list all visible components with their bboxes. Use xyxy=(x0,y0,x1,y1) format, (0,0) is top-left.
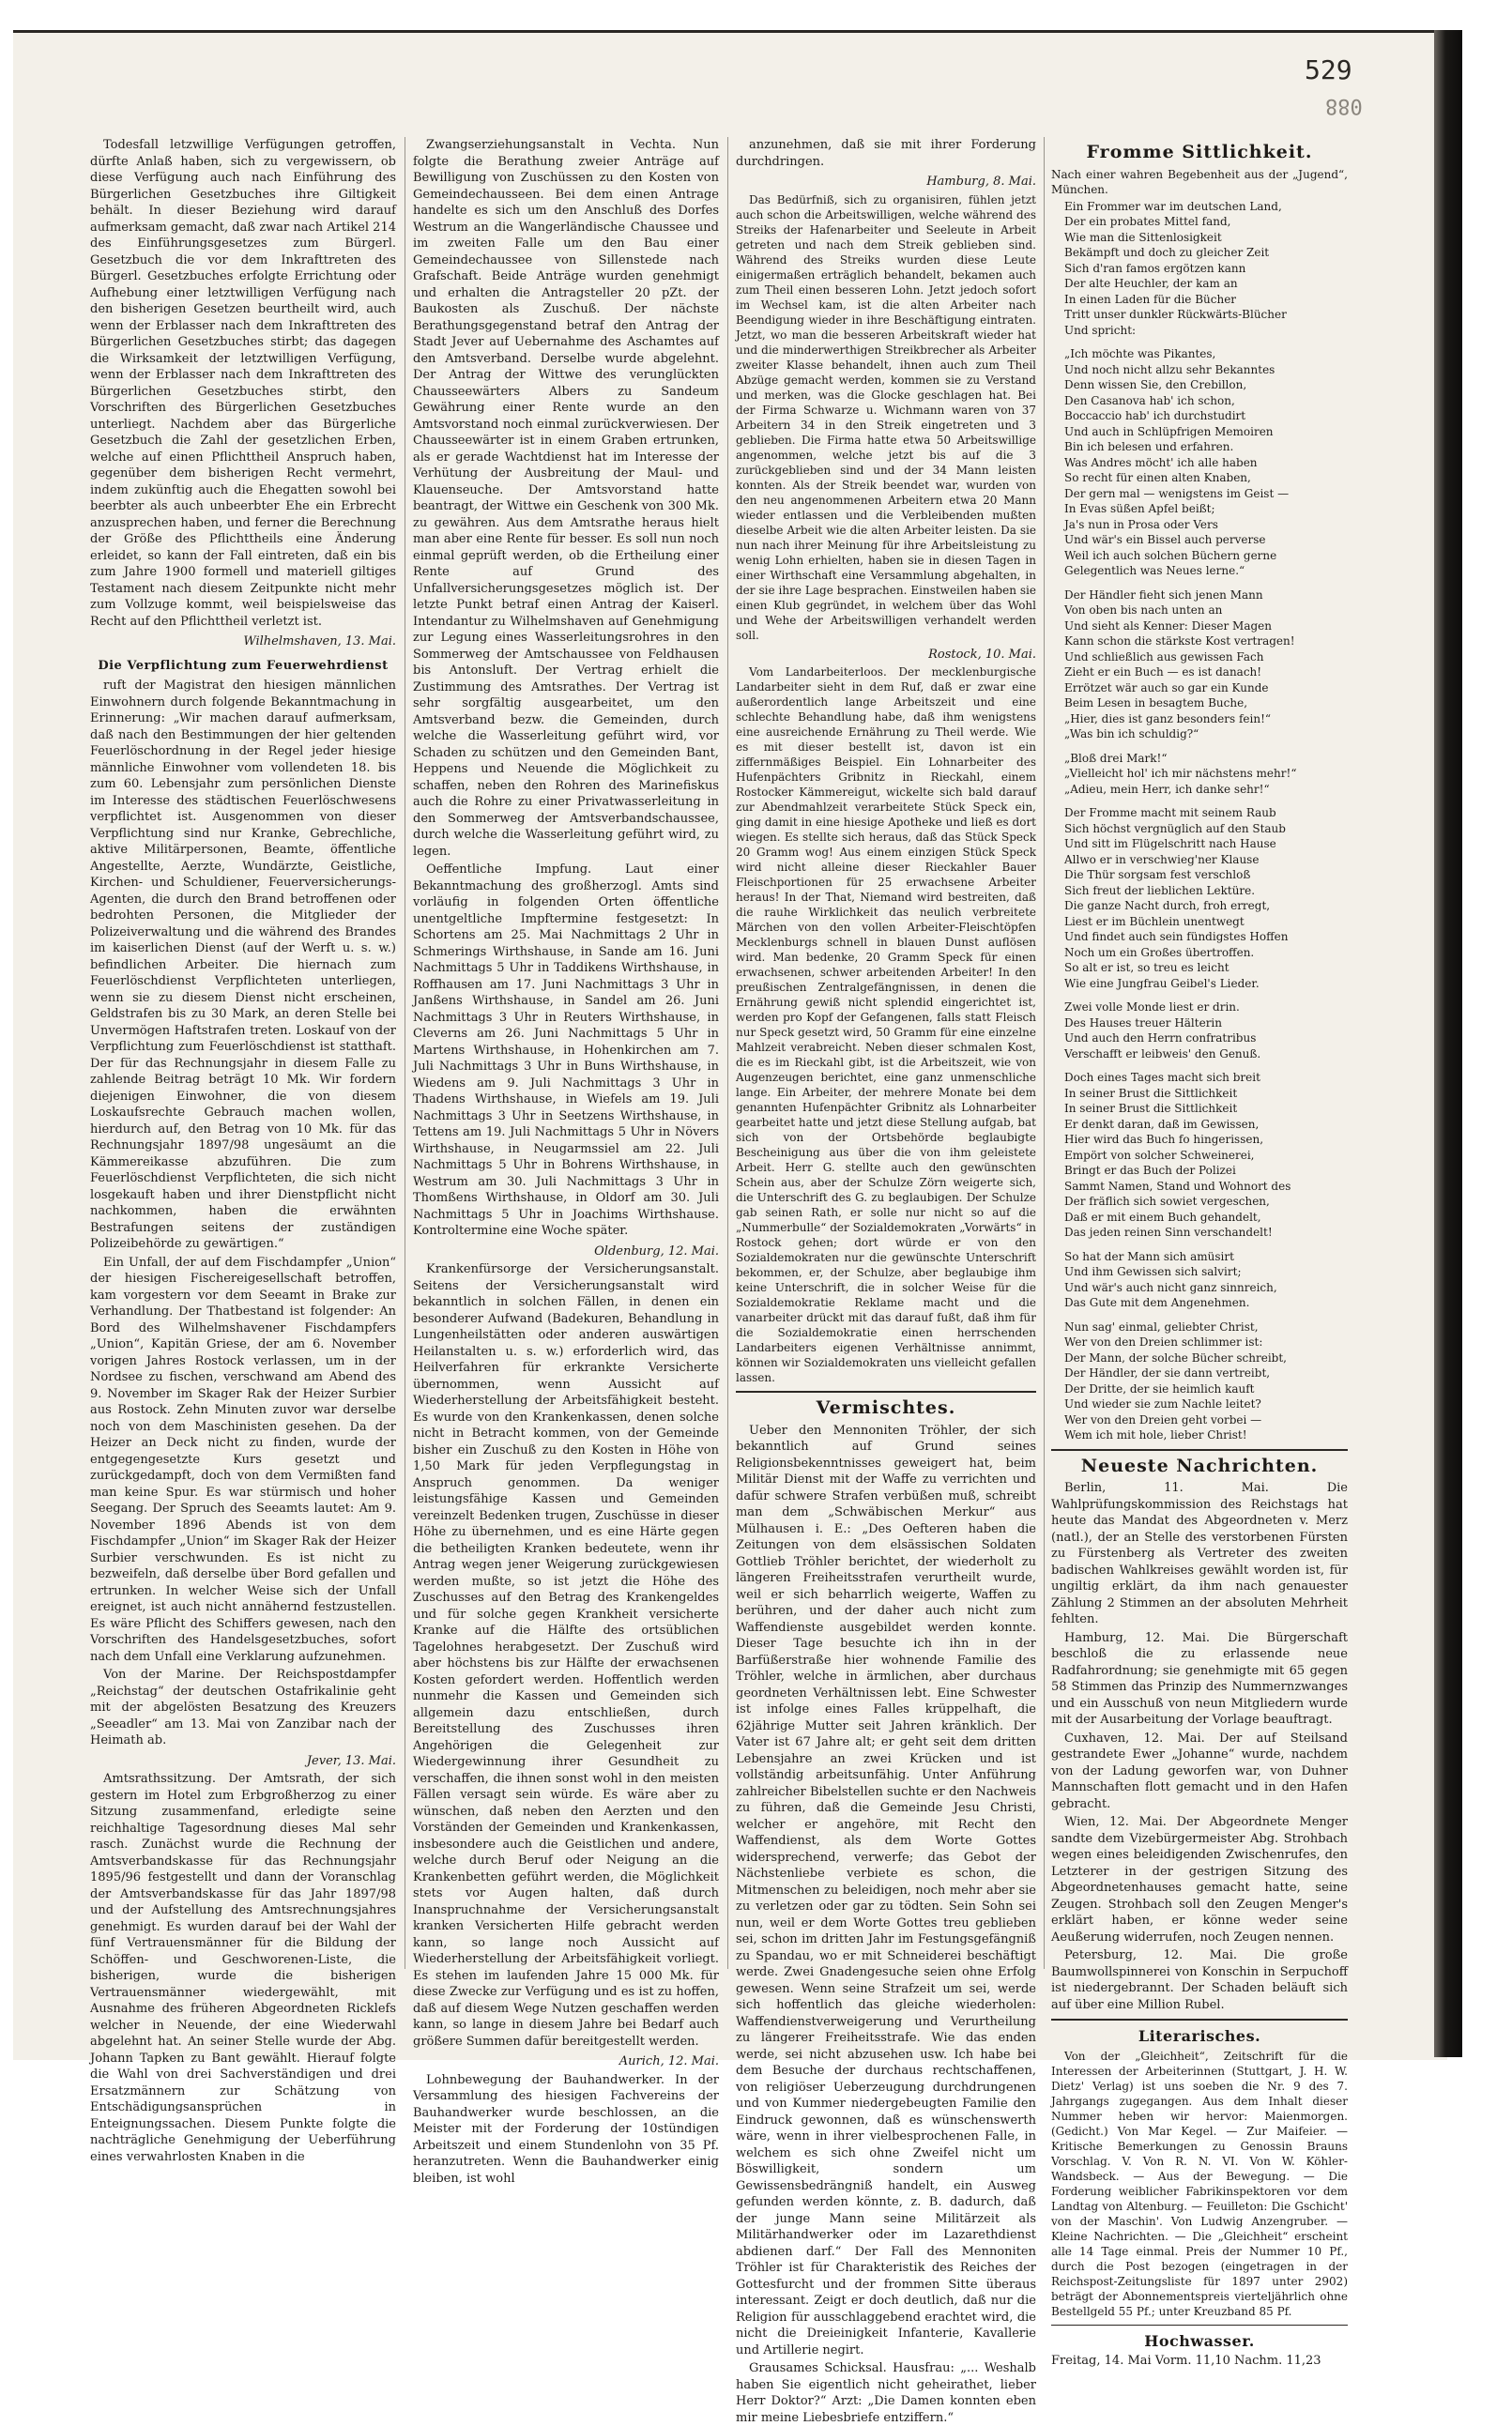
poem-line: So hat der Mann sich amüsirt xyxy=(1064,1249,1234,1263)
poem-line: Und noch nicht allzu sehr Bekanntes xyxy=(1064,362,1275,376)
section-rule xyxy=(1051,2019,1348,2021)
article-paragraph: Ueber den Mennoniten Tröhler, der sich bekanntlich auf Grund seines Religionsbekenntnisses geweigert hat, beim Militär Dienst mit der Waffe zu verrichten und dafür schwere Strafen verbüßen muß, schreibt man dem „Schwäbischen Merkur“ aus Mülhausen i. E.: „Des Oefteren haben die Zeitungen von dem elsässischen Soldaten Gottlieb Tröhler berichtet, der wiederholt zu längeren Freiheitsstrafen verurtheilt wurde, weil er sich beharrlich weigerte, Waffen zu berühren, und der daher auch nicht zum Waffendienste ausgebildet werden konnte. Dieser Tage besuchte ich ihn in der Barfüßerstraße hier wohnende Familie des Tröhler, welche in ärmlichen, aber durchaus geordneten Verhältnissen lebt. Eine Schwester ist infolge eines Falles krüppelhaft, die 62jährige Mutter seit Jahren kränklich. Der Vater ist 67 Jahre alt; er geht seit dem dritten Lebensjahre an zwei Krücken und ist vollständig arbeitsunfähig. Unter Anführung zahlreicher Bibelstellen suchte er den Nachweis zu führen, daß die Gemeinde Jesu Christi, welcher er angehöre, mit Recht den Waffendienst, als dem Worte Gottes widersprechend, verwerfe; das Gebot der Nächstenliebe verbiete es schon, die Mitmenschen zu beleidigen, noch mehr aber sie zu verletzen oder gar zu tödten. Sein Sohn sei nun, weil er dem Worte Gottes treu geblieben sei, schon im dritten Jahr im Festungsgefängniß zu Spandau, wo er mit Schneiderei beschäftigt werde. Zwei Gnadengesuche seien ohne Erfolg gewesen. Wenn seine Strafzeit um sei, werde sich hoffentlich das gleiche wiederholen: Waffendienstverweigerung und Verurtheilung zu längerer Freiheitsstrafe. Wie das enden werde, sei nicht abzusehen usw. Ich habe bei dem Besuche der durchaus rechtschaffenen, von religiöser Ueberzeugung durchdrungenen und von Kummer niedergebeugten Familie den Eindruck gewonnen, daß es wünschenswerth wäre, wenn in ihrer vielbesprochenen Falle, in welchem es sich ohne Zweifel nicht um Böswilligkeit, sondern um Gewissensbedrängniß handelt, ein Ausweg gefunden werden könnte, z. B. dadurch, daß der junge Mann seine Militärzeit als Militärhandwerker oder im Lazarethdienst abdienen darf.“ Der Fall des Mennoniten Tröhler ist für Charakteristik des Reiches der Gottesfurcht und der frommen Sitte überaus interessant. Zeigt er doch deutlich, daß nur die Religion für ausschlaggebend erachtet wird, die nicht die Dreieinigkeit Infanterie, Kavallerie und Artillerie negirt. xyxy=(736,1423,1036,2357)
section-rule xyxy=(1051,2325,1348,2326)
column-rule xyxy=(727,137,728,1969)
poem-line: Und auch den Herrn confratribus xyxy=(1064,1031,1257,1045)
poem-intro: Nach einer wahren Begebenheit aus der „Jugend“, München. xyxy=(1051,167,1348,196)
poem-line: Daß er mit einem Buch gehandelt, xyxy=(1064,1210,1261,1224)
poem-line: Bin ich belesen und erfahren. xyxy=(1064,440,1234,453)
article-paragraph: Das Bedürfniß, sich zu organisiren, fühlen jetzt auch schon die Arbeitswilligen, welche während des Streiks der Hafenarbeiter und Seeleute in Arbeit getreten und nach dem Streik geblieben sind. Während des Streiks wurden diese Leute einigermaßen erträglich behandelt, bekamen auch zum Theil einen besseren Lohn. Jetzt jedoch sofort im Wechsel kam, ist die alten Arbeiter nach Beendigung wieder in ihre Beschäftigung eintraten. Jetzt, wo man die besseren Arbeitskraft wieder hat und die minderwerthigen Streikbrecher als Arbeiter zweiter Klasse behandelt, ihnen auch zum Theil Abzüge gemacht werden, kommen sie zu Verstand und merken, was die Glocke geschlagen hat. Bei der Firma Schwarze u. Wichmann waren von 37 Arbeitern 34 in den Streik eingetreten und 3 geblieben. Die Firma hatte etwa 50 Arbeitswillige angenommen, welche jetzt bis auf die 3 zurückgeblieben sind und der 34 Mann leisten konnten. Als der Streik beendet war, wurden von den neu angenommenen Arbeitern etwa 20 Mann wieder entlassen und die Verbleibenden mußten dieselbe Arbeit wie die alten Arbeiter leisten. Da sie nun nach ihrer Meinung für ihre Arbeitsleistung zu wenig Lohn erhielten, haben sie in diesen Tagen in einer Wirthschaft eine Versammlung abgehalten, in der sie ihre Lage besprachen. Einstweilen haben sie einen Klub gegründet, in welchem über das Wohl und Wehe der Arbeitswilligen verhandelt werden soll. xyxy=(736,192,1036,642)
poem-line: Und wieder sie zum Nachle leitet? xyxy=(1064,1397,1261,1411)
poem-line: Allwo er in verschwieg'ner Klause xyxy=(1064,852,1260,866)
poem-line: Das jeden reinen Sinn verschandelt! xyxy=(1064,1226,1273,1239)
poem-line: Nun sag' einmal, geliebter Christ, xyxy=(1064,1320,1259,1334)
poem-line: Der alte Heuchler, der kam an xyxy=(1064,277,1238,290)
article-paragraph: Krankenfürsorge der Versicherungsanstalt. Seitens der Versicherungsanstalt wird bekanntlich in solchen Fällen, in denen ein besonderer Aufwand (Badekuren, Behandlung in Lungenheilstätten oder anderen auswärtigen Heilanstalten u. s. w.) erforderlich wird, das Heilverfahren für erkrankte Versicherte übernommen, wenn Aussicht auf Wiederherstellung der Arbeitsfähigkeit besteht. Es wurde von den Krankenkassen, denen solche nicht in Betracht kommen, von der Gemeinde bisher ein Zuschuß zu den Kosten in Höhe von 1,50 Mark für jeden Verpflegungstag in Anspruch genommen. Da weniger leistungsfähige Kassen und Gemeinden vereinzelt Bedenken trugen, Zuschüsse in dieser Höhe zu übernehmen, und es eine Härte gegen die betheiligten Kranken bedeutete, wenn ihr Antrag wegen jener Weigerung zurückgewiesen werden mußte, so ist jetzt die Höhe des Zuschusses auf den Betrag des Krankengeldes und für solche gegen Krankheit versicherte Kranke auf die Hälfte des ortsüblichen Tagelohnes herabgesetzt. Der Zuschuß wird aber höchstens bis zur Hälfte der erwachsenen Kosten gefordert werden. Hoffentlich werden nunmehr die Kassen und Gemeinden sich allgemein dazu entschließen, durch Bereitstellung des Zuschusses ihren Angehörigen die Gelegenheit zur Wiedergewinnung ihrer Gesundheit zu verschaffen, die ihnen sonst wohl in den meisten Fällen versagt sein würde. Es wäre aber zu wünschen, daß neben den Aerzten und den Vorständen der Gemeinden und Krankenkassen, insbesondere auch die Geistlichen und andere, welche durch Beruf oder Neigung an die Krankenbetten geführt werden, die Möglichkeit stets vor Augen halten, daß durch Inanspruchnahme der Versicherungsanstalt kranken Versicherten Hilfe gebracht werden kann, so lange noch Aussicht auf Wiederherstellung der Arbeitsfähigkeit vorliegt. Es stehen im laufenden Jahre 15 000 Mk. für diese Zwecke zur Verfügung und es ist zu hoffen, daß auf diesem Wege Nutzen geschaffen werden kann, so lange in diesem Jahre bei Bedarf auch größere Summen dafür bereitgestellt werden. xyxy=(413,1262,719,2049)
article-paragraph: Amtsrathssitzung. Der Amtsrath, der sich gestern im Hotel zum Erbgroßherzog zu einer Sitzung zusammenfand, erledigte seine reichhaltige Tagesordnung dieses Mal sehr rasch. Zunächst wurde die Rechnung der Amtsverbandskasse für das Rechnungsjahr 1895/96 festgestellt und dann der Voranschlag der Amtsverbandskasse für das Jahr 1897/98 und der Aufstellung des Amtsrechnungsjahres genehmigt. Es wurden darauf bei der Wahl der fünf Vertrauensmänner für die Bildung der Schöffen- und Geschworenen-Liste, die bisherigen, wurde die bisherigen Vertrauensmänner wiedergewählt, mit Ausnahme des früheren Abgeordneten Ricklefs welcher in Neuende, der eine Wiederwahl abgelehnt hat. An seiner Stelle wurde der Abg. Johann Tapken zu Bant gewählt. Hierauf folgte die Wahl von drei Sachverständigen und drei Ersatzmännern zur Schätzung von Entschädigungsansprüchen in Enteignungssachen. Diesem Punkte folgte die nachträgliche Genehmigung der Ueberführung eines verwahrlosten Knaben in die xyxy=(90,1772,396,2164)
dateline: Rostock, 10. Mai. xyxy=(928,647,1036,662)
section-heading: Hochwasser. xyxy=(1144,2331,1255,2350)
poem-line: So alt er ist, so treu es leicht xyxy=(1064,961,1229,974)
poem-line: Und findet auch sein fündigstes Hoffen xyxy=(1064,930,1289,943)
dateline: Jever, 13. Mai. xyxy=(306,1753,396,1768)
poem-line: Ein Frommer war im deutschen Land, xyxy=(1064,199,1282,213)
column-rule xyxy=(1044,137,1045,1969)
stanza-break xyxy=(1064,797,1348,805)
poem-line: Empört von solcher Schweinerei, xyxy=(1064,1148,1255,1162)
poem-line: Der fräflich sich sowiet vergeschen, xyxy=(1064,1195,1270,1208)
article-paragraph: Todesfall letzwillige Verfügungen getroffen, dürfte Anlaß haben, sich zu vergewissern, ob diese Verfügung auch nach Einführung des Bürgerlichen Gesetzbuches ihre Giltigkeit behält. In dieser Beziehung wird darauf aufmerksam gemacht, daß zwar nach Artikel 214 des Einführungsgesetzes zum Bürgerl. Gesetzbuch die vor dem Inkrafttreten des Bürgerl. Gesetzbuches erfolgte Errichtung oder Aufhebung einer letztwilligen Verfügung nach den bisherigen Gesetzen beurtheilt wird, auch wenn der Erblasser nach dem Inkrafttreten des Bürgerlichen Gesetzbuches stirbt; das dagegen die Wirksamkeit der letztwilligen Verfügung, wenn der Erblasser nach dem Inkrafttreten des Bürgerlichen Gesetzbuches stirbt, den Vorschriften des Bürgerlichen Gesetzbuches unterliegt. Nachdem aber das Bürgerliche Gesetzbuch die Zahl der gesetzlichen Erben, welche auf einen Pflichttheil Anspruch haben, gegenüber dem bisherigen Recht vermehrt, indem zukünftig auch die Ehegatten sowohl bei beerbter als auch unbeerbter Ehe ein Erbrecht anzusprechen haben, und ferner die Berechnung der Größe des Pflichttheils eine Änderung erleidet, so kann der Fall eintreten, daß ein bis zum Jahre 1900 formell und materiell giltiges Testament nach diesem Zeitpunkte nicht mehr zum Vollzuge kommt, weil beispielsweise das Recht auf den Pflichttheil verletzt ist. xyxy=(90,138,396,629)
poem-line: Sich freut der lieblichen Lektüre. xyxy=(1064,883,1256,897)
section-heading: Literarisches. xyxy=(1138,2027,1261,2045)
section-heading: Vermischtes. xyxy=(816,1397,956,1418)
poem-line: Wie eine Jungfrau Geibel's Lieder. xyxy=(1064,976,1260,990)
poem-line: Doch eines Tages macht sich breit xyxy=(1064,1071,1260,1084)
stanza-break xyxy=(1064,1061,1348,1070)
poem-line: Das Gute mit dem Angenehmen. xyxy=(1064,1296,1250,1309)
article-paragraph: Oeffentliche Impfung. Laut einer Bekanntmachung des großherzogl. Amts sind vorläufig in folgenden Orten öffentliche unentgeltliche Impftermine festgesetzt: In Schortens am 25. Mai Nachmittags 2 Uhr in Schmerings Wirthshause, in Sande am 16. Juni Nachmittags 5 Uhr in Taddikens Wirthshause, in Roffhausen am 17. Juni Nachmittags 3 Uhr in Janßens Wirthshause, in Sandel am 26. Juni Nachmittags 3 Uhr in Reuters Wirthshause, in Cleverns am 26. Juni Nachmittags 5 Uhr in Martens Wirthshause, in Hohenkirchen am 7. Juli Nachmittags 3 Uhr in Buns Wirthshause, in Wiedens am 9. Juli Nachmittags 3 Uhr in Thadens Wirthshause, in Wiefels am 19. Juli Nachmittags 3 Uhr in Seetzens Wirthshause, in Tettens am 19. Juli Nachmittags 5 Uhr in Növers Wirthshause, in Neugarmssiel am 22. Juli Nachmittags 5 Uhr in Bohrens Wirthshause, in Westrum am 30. Juli Nachmittags 3 Uhr in Thomßens Wirthshause, in Oldorf am 30. Juli Nachmittags 5 Uhr in Joachims Wirthshause. Kontroltermine eine Woche später. xyxy=(413,862,719,1238)
poem-line: Sammt Namen, Stand und Wohnort des xyxy=(1064,1179,1291,1193)
poem-line: Noch um ein Großes übertroffen. xyxy=(1064,945,1255,959)
poem-line: So recht für einen alten Knaben, xyxy=(1064,471,1251,484)
poem-line: „Hier, dies ist ganz besonders fein!“ xyxy=(1064,711,1272,725)
poem-line: Zieht er ein Buch — es ist danach! xyxy=(1064,665,1262,679)
column-2 xyxy=(413,137,719,2186)
poem-line: Wem ich mit hole, lieber Christ! xyxy=(1064,1428,1247,1442)
poem-line: „Ich möchte was Pikantes, xyxy=(1064,347,1216,360)
section-rule xyxy=(736,1391,1036,1393)
stanza-break xyxy=(1064,1241,1348,1249)
article-paragraph: Vom Landarbeiterloos. Der mecklenburgische Landarbeiter sieht in dem Ruf, daß er zwar eine außerordentlich lange Arbeitszeit und eine schlechte Behandlung habe, daß ihm wenigstens eine ausreichende Ernährung zu Theil werde. Wie es mit dieser bestellt ist, davon ist ein ziffernmäßiges Beispiel. Ein Lohnarbeiter des Hufenpächters Gribnitz in Rieckahl, einem Rostocker Kämmereigut, wickelte sich bald darauf zur Abendmahlzeit verarbeitete Stück Speck ein, ging damit in eine hiesige Apotheke und ließ es dort wiegen. Es stellte sich heraus, daß das Stück Speck 20 Gramm wog! Aus einem einzigen Stück Speck wird nicht alleine dieser Rieckahler Bauer Fleischportionen für 25 erwachsene Arbeiter heraus! In der That, Niemand wird bestreiten, daß die rauhe Wirklichkeit das neulich verbreitete Märchen von den vollen Arbeiter-Fleischtöpfen Mecklenburgs schnell in blauen Dunst auflösen wird. Man bedenke, 20 Gramm Speck für einen erwachsenen, schwer arbeitenden Arbeiter! In den preußischen Zentralgefängnissen, in denen die Ernährung gewiß nicht splendid eingerichtet ist, werden pro Kopf der Gefangenen, falls statt Fleisch nur Speck gesetzt wird, 50 Gramm für eine einzelne Mahlzeit verabreicht. Neben dieser schmalen Kost, die es im Rieckahl gibt, ist die Arbeitszeit, wie von Augenzeugen berichtet, eine ganz unmenschliche lange. Ein Arbeiter, der mehrere Monate bei dem genannten Hufenpächter Gribnitz als Lohnarbeiter gearbeitet hatte und jetzt diese Stellung aufgab, bat sich von der Ortsbehörde beglaubigte Bescheinigung aus über die von ihm geleistete Arbeit. Herr G. stellte auch den gewünschten Schein aus, aber der Schulze Zörn weigerte sich, die Unterschrift des G. zu beglaubigen. Der Schulze gab seinen Rath, er solle nur nicht so auf die „Nummerbulle“ der Sozialdemokraten „Vorwärts“ in Rostock gehen; dort würde er von den Sozialdemokraten nur die gewünschte Unterschrift bekommen, er, der Schulze, aber beglaubige ihm keine Unterschrift, die in solcher Weise für die Sozialdemokratie Reklame macht und die vanarbeiter drückt mit das darauf fußt, daß ihm für die Sozialdemokratie einen herrschenden Landarbeiters eigenen Verhältnisse annimmt, können wir Sozialdemokraten uns vielleicht gefallen lassen. xyxy=(736,665,1036,1384)
poem-line: Die Thür sorgsam fest verschloß xyxy=(1064,868,1251,881)
poem-line: Wer von den Dreien geht vorbei — xyxy=(1064,1412,1262,1427)
poem-line: Der Mann, der solche Bücher schreibt, xyxy=(1064,1350,1287,1365)
article-paragraph: anzunehmen, daß sie mit ihrer Forderung durchdringen. xyxy=(736,138,1036,169)
poem-line: Kann schon die stärkste Kost vertragen! xyxy=(1064,634,1295,648)
stanza-break xyxy=(1064,991,1348,999)
dateline: Aurich, 12. Mai. xyxy=(619,2054,719,2068)
news-item: Petersburg, 12. Mai. Die große Baumwollspinnerei von Konschin in Serpuchoff ist niedergebrannt. Der Schaden beläuft sich auf über eine Million Rubel. xyxy=(1051,1948,1348,2012)
stanza-break xyxy=(1064,579,1348,587)
poem-line: Der gern mal — wenigstens im Geist — xyxy=(1064,486,1290,500)
poem-line: Gelegentlich was Neues lerne.“ xyxy=(1064,564,1245,577)
stanza-break xyxy=(1064,338,1348,346)
news-item: Hamburg, 12. Mai. Die Bürgerschaft beschloß die zu erlassende neue Radfahrordnung; sie genehmigte mit 65 gegen 58 Stimmen das Prinzip des Nummernzwanges und ein Ausschuß von neun Mitgliedern wurde mit der Ausarbeitung der Vorlage beauftragt. xyxy=(1051,1630,1348,1727)
poem-line: Boccaccio hab' ich durchstudirt xyxy=(1064,409,1246,422)
article-paragraph: Grausames Schicksal. Hausfrau: „... Weshalb haben Sie eigentlich nicht geheirathet, lieber Herr Doktor?“ Arzt: „Die Damen konnten eben mir meine Liebesbriefe entziffern.“ xyxy=(736,2361,1036,2425)
poem-line: Ja's nun in Prosa oder Vers xyxy=(1064,517,1218,531)
poem-line: Errötzet wär auch so gar ein Kunde xyxy=(1064,680,1269,694)
article-paragraph: Lohnbewegung der Bauhandwerker. In der Versammlung des hiesigen Fachvereins der Bauhandwerker wurde beschlossen, an die Meister mit der Forderung der 10stündigen Arbeitszeit und einem Stundenlohn von 35 Pf. heranzutreten. Wenn die Bauhandwerker einig bleiben, ist wohl xyxy=(413,2072,719,2186)
tide-times: Freitag, 14. Mai Vorm. 11,10 Nachm. 11,23 xyxy=(1051,2354,1321,2368)
column-4 xyxy=(1051,137,1348,2368)
article-paragraph: Von der Marine. Der Reichspostdampfer „Reichstag“ der deutschen Ostafrikalinie geht mit der abgelösten Besatzung des Kreuzers „Seeadler“ am 13. Mai von Zanzibar nach der Heimath ab. xyxy=(90,1668,396,1747)
poem-line: Bringt er das Buch der Polizei xyxy=(1064,1164,1236,1177)
dateline: Oldenburg, 12. Mai. xyxy=(594,1244,719,1259)
poem-line: In einen Laden für die Bücher xyxy=(1064,292,1237,306)
poem xyxy=(1051,199,1348,1443)
poem-line: Verschafft er leibweis' den Genuß. xyxy=(1064,1046,1261,1060)
article-paragraph: Ein Unfall, der auf dem Fischdampfer „Union“ der hiesigen Fischereigesellschaft betroffen, kam vorgestern vor dem Seeamt in Brake zur Verhandlung. Der Thatbestand ist folgender: An Bord des Wilhelmshavener Fischdampfers „Union“, Kapitän Griese, der am 6. November vorigen Jahres Rostock verlassen, um in der Nordsee zu fischen, verschwand am Abend des 9. November im Skager Rak der Heizer Surbier aus Rostock. Zehn Minuten zuvor war derselbe noch von dem Maschinisten gesehen. Da der Heizer an Deck nicht zu finden, wurde der entgegengesetzte Kurs gesetzt und zurückgedampft, doch von dem Vermißten fand man keine Spur. Es war stürmisch und hoher Seegang. Der Spruch des Seeamts lautet: Am 9. November 1896 Abends ist von dem Fischdampfer „Union“ im Skager Rak der Heizer Surbier verschwunden. Es ist nicht zu bezweifeln, daß derselbe über Bord gefallen und ertrunken. In welcher Weise sich der Unfall ereignet, ist auch nicht annähernd festzustellen. Es wäre Pflicht des Schiffers gewesen, nach den Vorschriften des Handelsgesetzbuches, sofort nach dem Unfall eine Verklarung aufzunehmen. xyxy=(90,1255,396,1664)
article-paragraph: Zwangserziehungsanstalt in Vechta. Nun folgte die Berathung zweier Anträge auf Bewilligung von Zuschüssen zu den Kosten von Gemeindechausseen. Bei dem einen Antrage handelte es sich um den Anschluß des Dorfes Westrum an die Wangerländische Chaussee und im zweiten Falle um den Bau einer Gemeindechaussee von Sillenstede nach Grafschaft. Beide Anträge wurden genehmigt und erhalten die Antragsteller 20 pZt. der Baukosten als Zuschuß. Der nächste Berathungsgegenstand betraf den Antrag der Stadt Jever auf Uebernahme des Aschamtes auf den Amtsverband. Derselbe wurde abgelehnt. Der Antrag der Wittwe des verunglückten Chausseewärters Albers zu Sandeum Gewährung einer Rente wurde an den Amtsvorstand noch einmal zurückverwiesen. Der Chausseewärter ist in einem Graben ertrunken, als er gerade Wachtdienst hat im Interesse der Verhütung der Ausbreitung der Maul- und Klauenseuche. Der Amtsvorstand hatte beantragt, der Wittwe ein Geschenk von 300 Mk. zu gewähren. Aus dem Amtsrathe heraus hielt man aber eine Rente für besser. Es soll nun noch einmal geprüft werden, ob die Ertheilung einer Rente auf Grund des Unfallversicherungsgesetzes möglich ist. Der letzte Punkt betraf einen Antrag der Kaiserl. Intendantur zu Wilhelmshaven auf Genehmigung zur Legung eines Wasserleitungsrohres in den Sommerweg der Amtschaussee von Feldhausen bis Antonsluft. Der Vertrag erhielt die Zustimmung des Amtsrathes. Der Vertrag ist sehr sorgfältig ausgearbeitet, um den Amtsverband bezw. die Gemeinden, durch welche die Wasserleitung geführt wird, vor Schaden zu schützen und den Gemeinden Bant, Heppens und Neuende die Möglichkeit zu schaffen, neben den Rohren des Marinefiskus auch die Rohre zu einer Privatwasserleitung in den Sommerweg der Amtsverbandschaussee, durch welche die Wasserleitung geführt wird, zu legen. xyxy=(413,138,719,859)
page-number: 529 xyxy=(1305,54,1352,85)
poem-line: Des Hauses treuer Hälterin xyxy=(1064,1015,1222,1030)
dateline: Wilhelmshaven, 13. Mai. xyxy=(243,634,396,648)
dateline: Hamburg, 8. Mai. xyxy=(926,175,1036,189)
article-paragraph: ruft der Magistrat den hiesigen männlichen Einwohnern durch folgende Bekanntmachung in Erinnerung: „Wir machen darauf aufmerksam, daß nach den Bestimmungen der hier geltenden Feuerlöschordnung in der Regel jeder hiesige männliche Einwohner vom vollendeten 18. bis zum 60. Lebensjahr zum persönlichen Dienste im Interesse des städtischen Feuerlöschwesens verpflichtet ist. Ausgenommen von dieser Verpflichtung sind nur Kranke, Gebrechliche, aktive Militärpersonen, Beamte, öffentliche Angestellte, Aerzte, Wundärzte, Geistliche, Kirchen- und Schuldiener, Feuerversicherungs-Agenten, die durch den Brand betroffenen oder bedrohten Personen, die Mitglieder der Polizeiverwaltung und die während des Brandes im kaiserlichen Dienst (auf der Werft u. s. w.) befindlichen Arbeiter. Die hiernach zum Feuerlöschdienst Verpflichteten unterliegen, wenn sie zu diesem Dienst nicht erscheinen, Geldstrafen bis zu 30 Mark, an deren Stelle bei Unvermögen Haftstrafen treten. Loskauf von der Verpflichtung zum Feuerlöschdienst ist statthaft. Der für das Rechnungsjahr in diesem Falle zu zahlende Beitrag beträgt 10 Mk. Wir fordern diejenigen Einwohner, die von diesem Loskaufsrechte Gebrauch machen wollen, hierdurch auf, den Betrag von 10 Mk. für das Rechnungsjahr 1897/98 ungesäumt an die Kämmereikasse abzuführen. Die zum Feuerlöschdienst Verpflichteten, die sich nicht losgekauft haben und ihrer Dienstpflicht nicht nachkommen, haben die erwähnten Bestrafungen seitens der zuständigen Polizeibehörde zu gewärtigen.“ xyxy=(90,679,396,1251)
stanza-break xyxy=(1064,742,1348,751)
poem-line: Der Dritte, der sie heimlich kauft xyxy=(1064,1381,1255,1396)
poem-line: „Was bin ich schuldig?“ xyxy=(1064,727,1199,740)
book-spine-shadow xyxy=(1434,30,1462,2057)
column-1 xyxy=(90,137,396,2164)
poem-line: „Vielleicht hol' ich mir nächstens mehr!“ xyxy=(1064,767,1297,780)
news-item: Cuxhaven, 12. Mai. Der auf Steilsand gestrandete Ewer „Johanne“ wurde, nachdem von der Ladung geworfen war, von Duhner Mannschaften flott gemacht und in den Hafen gebracht. xyxy=(1051,1731,1348,1811)
poem-line: Bekämpft und doch zu gleicher Zeit xyxy=(1064,246,1270,259)
news-item: Berlin, 11. Mai. Die Wahlprüfungskommission des Reichstags hat heute das Mandat des Abgeordneten v. Merz (natl.), der an Stelle des verstorbenen Fürsten zu Fürstenberg als Vertreter des zweiten badischen Wahlkreises gewählt worden ist, für ungiltig erklärt, da ihm nach genauester Zählung 2 Stimmen an der absoluten Mehrheit fehlten. xyxy=(1051,1481,1348,1626)
poem-line: Den Casanova hab' ich schon, xyxy=(1064,393,1235,407)
poem-line: Wie man die Sittenlosigkeit xyxy=(1064,230,1222,244)
poem-line: Und sitt im Flügelschritt nach Hause xyxy=(1064,837,1276,850)
poem-line: Und sieht als Kenner: Dieser Magen xyxy=(1064,618,1272,633)
poem-line: Tritt unser dunkler Rückwärts-Blücher xyxy=(1064,308,1287,321)
stanza-break xyxy=(1064,1311,1348,1320)
poem-line: Sich höchst vergnüglich auf den Staub xyxy=(1064,821,1286,835)
poem-line: Sich d'ran famos ergötzen kann xyxy=(1064,261,1246,275)
poem-line: Der Fromme macht mit seinem Raub xyxy=(1064,806,1276,819)
poem-line: Und schließlich aus gewissen Fach xyxy=(1064,649,1264,664)
poem-line: Denn wissen Sie, den Crebillon, xyxy=(1064,378,1247,391)
poem-line: Zwei volle Monde liest er drin. xyxy=(1064,1000,1240,1014)
poem-line: Er denkt daran, daß im Gewissen, xyxy=(1064,1117,1260,1131)
poem-line: „Adieu, mein Herr, ich danke sehr!“ xyxy=(1064,782,1270,796)
poem-line: Was Andres möcht' ich alle haben xyxy=(1064,455,1258,469)
poem-line: Der Händler, der sie dann vertreibt, xyxy=(1064,1366,1271,1380)
section-rule xyxy=(1051,1449,1348,1451)
poem-line: Wer von den Dreien schlimmer ist: xyxy=(1064,1335,1263,1349)
section-heading: Neueste Nachrichten. xyxy=(1080,1455,1319,1476)
poem-line: Und spricht: xyxy=(1064,323,1137,337)
poem-line: Liest er im Büchlein unentwegt xyxy=(1064,914,1245,928)
news-item: Wien, 12. Mai. Der Abgeordnete Menger sandte dem Vizebürgermeister Abg. Strohbach wegen eines beleidigenden Zwischenrufes, den Letzterer in der gestrigen Sitzung des Abgeordnetenhauses gemacht hatte, seine Zeugen. Strohbach soll den Zeugen Menger's erklärt haben, er könne weder seine Aeußerung widerrufen, noch Zeugen nennen. xyxy=(1051,1815,1348,1945)
poem-line: Und wär's auch nicht ganz sinnreich, xyxy=(1064,1280,1277,1294)
poem-line: Die ganze Nacht durch, froh erregt, xyxy=(1064,899,1271,912)
poem-line: In seiner Brust die Sittlichkeit xyxy=(1064,1086,1238,1100)
article-heading: Die Verpflichtung zum Feuerwehrdienst xyxy=(98,658,389,673)
poem-line: Hier wird das Buch fo hingerissen, xyxy=(1064,1133,1264,1146)
poem-line: Der ein probates Mittel fand, xyxy=(1064,215,1231,228)
poem-title: Fromme Sittlichkeit. xyxy=(1086,142,1313,162)
poem-line: Und auch in Schlüpfrigen Memoiren xyxy=(1064,424,1274,438)
column-3 xyxy=(736,137,1036,2425)
poem-line: Beim Lesen in besagtem Buche, xyxy=(1064,696,1248,709)
poem-line: Der Händler fieht sich jenen Mann xyxy=(1064,587,1263,602)
poem-line: In seiner Brust die Sittlichkeit xyxy=(1064,1102,1238,1115)
poem-line: Von oben bis nach unten an xyxy=(1064,603,1223,617)
poem-line: Und ihm Gewissen sich salvirt; xyxy=(1064,1265,1242,1278)
article-paragraph: Von der „Gleichheit“, Zeitschrift für die Interessen der Arbeiterinnen (Stuttgart, J. H. W. Dietz' Verlag) ist uns soeben die Nr. 9 des 7. Jahrgangs zugegangen. Aus dem Inhalt dieser Nummer heben wir hervor: Maienmorgen. (Gedicht.) Von Mar Kegel. — Zur Maifeier. — Kritische Bemerkungen zu Genossin Brauns Vorschlag. V. Von R. N. VI. Von W. Köhler-Wandsbeck. — Aus der Bewegung. — Die Forderung weiblicher Fabrikinspektoren vor dem Landtag von Altenburg. — Feuilleton: Die Gschicht' von der Maschin'. Von Ludwig Anzengruber. — Kleine Nachrichten. — Die „Gleichheit“ erscheint alle 14 Tage einmal. Preis der Nummer 10 Pf., durch die Post bezogen (eingetragen in der Reichspost-Zeitungsliste für 1897 unter 2902) beträgt der Abonnementspreis vierteljährlich ohne Bestellgeld 55 Pf.; unter Kreuzband 85 Pf. xyxy=(1051,2049,1348,2318)
poem-line: „Bloß drei Mark!“ xyxy=(1064,751,1168,765)
poem-line: Weil ich auch solchen Büchern gerne xyxy=(1064,548,1277,562)
poem-line: In Evas süßen Apfel beißt; xyxy=(1064,502,1215,515)
faint-stamp-mark: 088 xyxy=(1325,94,1363,117)
poem-line: Und wär's ein Bissel auch perverse xyxy=(1064,533,1266,546)
